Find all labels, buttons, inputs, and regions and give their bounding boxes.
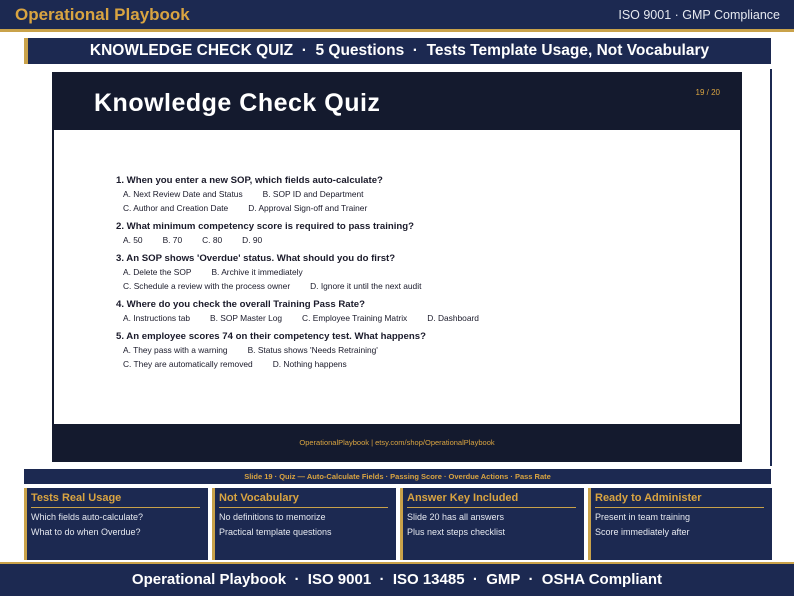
answer-option: D. Dashboard	[427, 313, 479, 323]
slide-preview	[52, 72, 742, 462]
answer-option: A. 50	[123, 235, 143, 245]
slide-footer-text: OperationalPlaybook | etsy.com/shop/OperationalPlaybook	[299, 438, 495, 447]
question-text: 2. What minimum competency score is required to pass training?	[116, 221, 415, 232]
question-text: 5. An employee scores 74 on their competency test. What happens?	[116, 331, 426, 342]
info-card	[24, 488, 208, 560]
answer-options-row	[116, 311, 716, 325]
answer-option: A. Delete the SOP	[123, 267, 192, 277]
slide-title: Knowledge Check Quiz	[94, 89, 381, 117]
info-card-line: Slide 20 has all answers	[407, 512, 505, 522]
answer-option: B. SOP Master Log	[210, 313, 283, 323]
answer-options-row	[116, 201, 716, 215]
quiz-question	[116, 174, 716, 215]
footer-bar: Operational Playbook · ISO 9001 · ISO 13485 · GMP · OSHA Compliant	[0, 562, 794, 596]
quiz-question	[116, 252, 716, 293]
answer-option: B. Status shows 'Needs Retraining'	[247, 345, 378, 355]
info-card-title: Tests Real Usage	[31, 492, 200, 508]
slide-caption: Slide 19 · Quiz — Auto-Calculate Fields · Passing Score · Overdue Actions · Pass Rate	[24, 469, 771, 484]
answer-option: C. Author and Creation Date	[123, 203, 229, 213]
quiz-question	[116, 220, 716, 247]
answer-options-row	[116, 279, 716, 293]
info-card	[400, 488, 584, 560]
top-divider	[0, 29, 794, 32]
info-card-line: Practical template questions	[219, 527, 332, 537]
answer-options-row	[116, 233, 716, 247]
quiz-question	[116, 330, 716, 371]
answer-option: D. 90	[242, 235, 263, 245]
slide-footer	[54, 424, 740, 460]
info-card	[212, 488, 396, 560]
info-card-line: No definitions to memorize	[219, 512, 326, 522]
info-card-line: Present in team training	[595, 512, 691, 522]
info-card-line: Which fields auto-calculate?	[31, 512, 144, 522]
question-text: 4. Where do you check the overall Training Pass Rate?	[116, 299, 365, 310]
info-card-line: Score immediately after	[595, 527, 690, 537]
answer-options-row	[116, 187, 716, 201]
answer-option: A. They pass with a warning	[123, 345, 228, 355]
answer-option: C. They are automatically removed	[123, 359, 253, 369]
question-text: 3. An SOP shows 'Overdue' status. What should you do first?	[116, 253, 396, 264]
quiz-questions	[116, 174, 716, 376]
section-banner: KNOWLEDGE CHECK QUIZ · 5 Questions · Tests Template Usage, Not Vocabulary	[24, 38, 771, 64]
answer-options-row	[116, 343, 716, 357]
answer-options-row	[116, 357, 716, 371]
answer-option: D. Ignore it until the next audit	[310, 281, 422, 291]
answer-option: B. Archive it immediately	[211, 267, 303, 277]
answer-option: C. 80	[202, 235, 223, 245]
answer-option: D. Nothing happens	[272, 359, 347, 369]
answer-option: B. SOP ID and Department	[262, 189, 364, 199]
compliance-label: ISO 9001 · GMP Compliance	[618, 8, 780, 22]
answer-option: C. Employee Training Matrix	[302, 313, 408, 323]
answer-option: D. Approval Sign-off and Trainer	[248, 203, 368, 213]
answer-option: A. Next Review Date and Status	[123, 189, 243, 199]
answer-option: A. Instructions tab	[123, 313, 191, 323]
info-card-title: Ready to Administer	[595, 492, 764, 508]
answer-option: B. 70	[162, 235, 183, 245]
brand-title: Operational Playbook	[15, 5, 190, 24]
answer-option: C. Schedule a review with the process owner	[123, 281, 291, 291]
question-text: 1. When you enter a new SOP, which fields auto-calculate?	[116, 175, 383, 186]
slide-header	[54, 74, 740, 130]
info-cards	[24, 488, 772, 560]
info-card	[588, 488, 772, 560]
info-card-line: What to do when Overdue?	[31, 527, 141, 537]
answer-options-row	[116, 265, 716, 279]
info-card-title: Not Vocabulary	[219, 492, 388, 508]
top-bar	[0, 0, 794, 29]
quiz-question	[116, 298, 716, 325]
info-card-line: Plus next steps checklist	[407, 527, 506, 537]
info-card-title: Answer Key Included	[407, 492, 576, 508]
slide-page-number: 19 / 20	[695, 88, 720, 97]
